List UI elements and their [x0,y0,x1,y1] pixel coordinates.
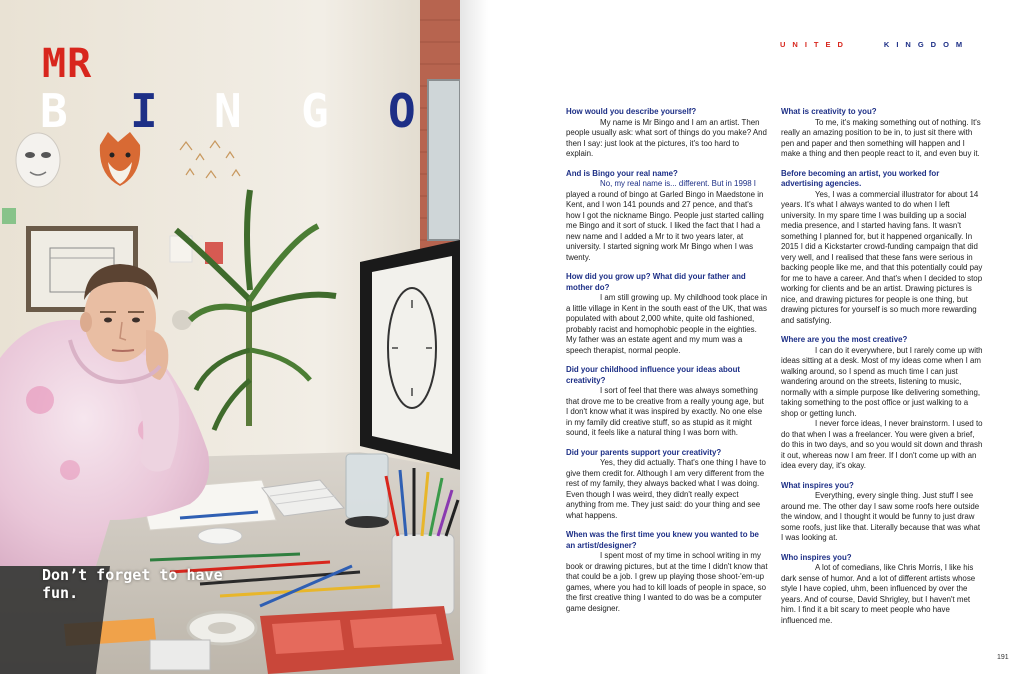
article-column-1 [566,107,768,623]
country-word-kingdom: KINGDOM [883,40,970,49]
page-number: 191 [997,654,1009,661]
title-letter-n: N [214,84,242,138]
question: How would you describe yourself? [566,107,697,116]
answer: Yes, I was a commercial illustrator for about 14 years. It's what I always wanted to do when I left university. In my spare time I was building up a social media presence, and I started having fans. It wasn't something I planned for, but it happened organically. In 2015 I did a Kickstarter crowd-funding campaign that did very well, and I realised that these fans were serious in backing people like me, and that this potentially could pay for me to have a career. And that's when I decided to stop working for clients and be an artist. Drawing pictures is nice, and drawing pictures for people is one thing, but drawing pictures for yourself is so much more rewarding and satisfying. [781,189,983,325]
question: Did your parents support your creativity? [566,447,722,457]
answer: Yes, they did actually. That's one thing I have to give them credit for. Although I am very different from the rest of my family, they always backed what I was doing. Even though I was weird, they didn't really expect anything from me. They just said: do your thing and see what happens. [566,458,766,520]
title-letter-i: I [130,84,158,138]
mouse [198,528,242,544]
answer: I am still growing up. My childhood took place in a little village in Kent in the south east of the UK, that was populated with about 2,000 white, quite old fashioned, probably racist and homophobic people in the eighties. My father was an estate agent and my mum was a speech therapist, normal people. [566,293,768,355]
question: And is Bingo your real name? [566,168,678,178]
question: How did you grow up? What did your father and mother do? [566,272,746,292]
title-letter-g: G [301,84,329,138]
drinking-glass [345,454,389,528]
title-letter-o: O [388,84,416,138]
question: Where are you the most creative? [781,335,908,344]
answer: A lot of comedians, like Chris Morris, I like his dark sense of humor. And a lot of different artists whose style I have copied, uhm, been influenced by over the years. And of course, David Shrigley, but I haven't met him. I find it a bit scary to meet people who have influenced me. [781,563,976,625]
section-label-country [780,40,969,49]
question: Did your childhood influence your ideas about creativity? [566,365,741,385]
answer: I can do it everywhere, but I rarely come up with ideas sitting at a desk. Most of my ideas come when I am walking around, so I spend as much time I can just wandering around on the streets, listening to music, normally with a simple purpose like delivering something, taking something to the post office or just walking to a shop or getting lunch. [781,345,983,418]
calculator [150,640,210,670]
white-mask [16,133,60,187]
question: What is creativity to you? [781,107,877,116]
answer: Everything, every single thing. Just stuff I see around me. The other day I saw some roofs here outside the window, and I thought it would be funny to just draw some roofs, just like that. Literally because that was what I was looking at. [781,491,981,542]
question: Before becoming an artist, you worked for advertising agencies. [781,168,940,188]
question: Who inspires you? [781,552,852,562]
title-mr: MR [42,41,93,87]
answer: To me, it's making something out of nothing. It's really an amazing position to be in, to just sit there with pen and paper and then something will happen and I make a thing and then people react to it, and even buy it. [781,117,981,158]
photo-caption [42,566,292,602]
question: When was the first time you knew you wanted to be an artist/designer? [566,530,759,550]
title-letter-b: B [40,84,68,138]
answer-continued: I never force ideas, I never brainstorm. I used to do that when I was a freelancer. You were given a brief, do this in two days, and so you would sit down and thrash it out, whereas now I am freer. If I don't come up with an idea every day, it's okay. [781,419,983,470]
country-word-united: UNITED [780,40,850,49]
question: What inspires you? [781,480,854,490]
answer-lead: No, my real name is... different. But in 1998 I [600,179,756,188]
caption-line-2: fun. [42,584,79,602]
cover-photo [0,0,460,674]
answer: My name is Mr Bingo and I am an artist. Then people usually ask: what sort of things do you make? And then I say: just look at the pictures, it's too hard to explain. [566,117,767,158]
window [428,80,460,240]
page-gutter-shadow [460,0,488,674]
caption-line-1: Don’t forget to have [42,566,223,584]
article-column-2 [781,107,983,635]
answer: No, my real name is... different. But in 1998 I played a round of bingo at Garled Bingo in Maedstone in Kent, and I won 141 pounds and 27 pence, and that's how I got the nickname Bingo. People just started calling me Bingo and it sort of stuck. I liked the fact that I had a new name and I added a Mr to it two years later, at university. I started signing work Mr Bingo when I was twenty. [566,179,764,262]
answer: I spent most of my time in school writing in my book or drawing pictures, but at the time I didn't know that that could be a job. I grew up playing those shoot-'em-up games, where you had to kill loads of people in space, so the first creative thing I wanted to do was be a computer game designer. [566,551,768,613]
answer: I sort of feel that there was always something that drove me to be creative from a really young age, but I don't know what it was inspired by exactly. No one else in my family did creative stuff, so as stupid as it might sound, it feels like a natural thing I was born with. [566,386,764,437]
green-note [2,208,16,224]
title-bingo [40,84,430,138]
computer-monitor [360,240,460,470]
